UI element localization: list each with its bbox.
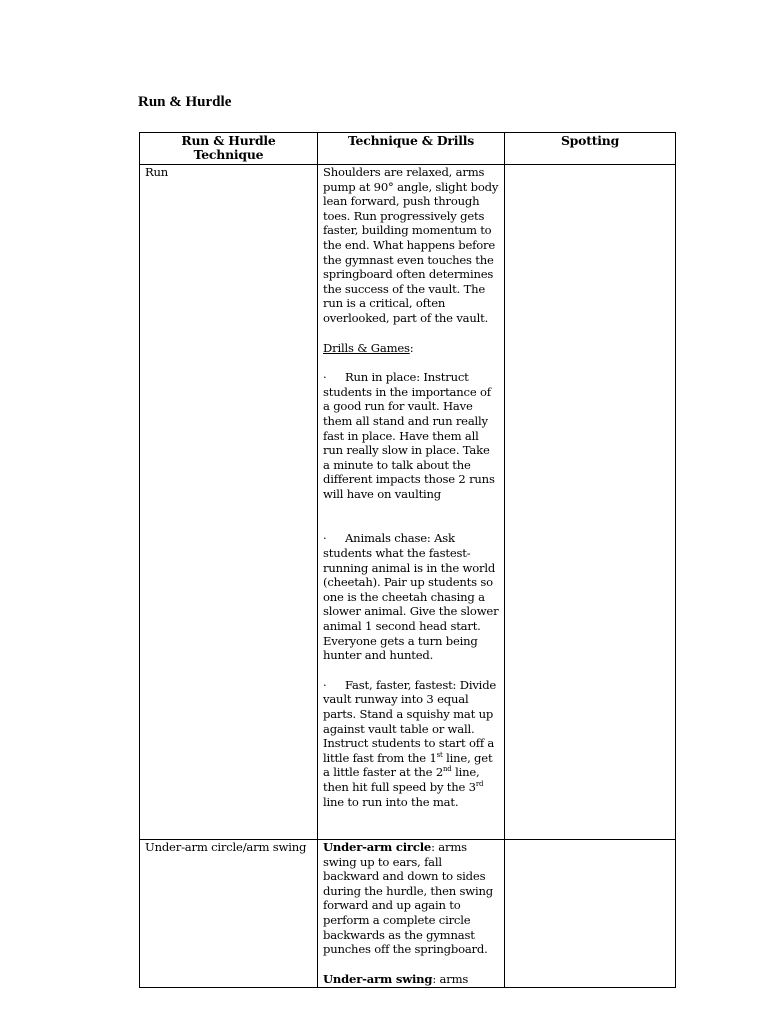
table-row [140,840,676,988]
run-hurdle-table [139,132,676,988]
header-spotting: Spotting [505,133,676,165]
header-drills: Technique & Drills [318,133,505,165]
drill-fast-faster-fastest: · Fast, faster, fastest: Divide vault runway into 3 equal parts. Stand a squishy mat up against vault table or wall. Instruct students to start off a little fast from the 1st line, get a little faster at the 2nd line, then hit full speed by the 3rd line to run into the mat. [323,677,497,809]
bullet-icon: · [323,370,327,385]
run-drills-cell [318,165,505,840]
drill-run-in-place: · Run in place: Instruct students in the importance of a good run for vault. Have them all stand and run really fast in place. Have them all run really slow in place. Take a minute to talk about the different impacts those 2 runs will have on vaulting [323,370,495,501]
run-spotting-cell [505,165,676,840]
under-arm-swing: Under-arm swing: arms [323,971,469,986]
arm-swing-drills-cell [318,840,505,988]
table-header-row [140,133,676,165]
bullet-icon: · [323,677,327,692]
under-arm-circle: Under-arm circle: arms swing up to ears, fall backward and down to sides during the hurdle, then swing forward and up again to perform a complete circle backwards as the gymnast punches off the springboard. [323,840,494,957]
drill-animals-chase: · Animals chase: Ask students what the fastest-running animal is in the world (cheetah). Pair up students so one is the cheetah chasing a slower animal. Give the slower animal 1 second head start. Everyone gets a turn being hunter and hunted. [323,531,499,663]
bullet-icon: · [323,531,327,546]
drills-heading: Drills & Games: [323,340,414,355]
page-title: Run & Hurdle [138,94,232,110]
row-label-run: Run [140,165,318,840]
table-row [140,165,676,840]
row-label-arm-swing: Under-arm circle/arm swing [140,840,318,988]
arm-swing-spotting-cell [505,840,676,988]
header-technique: Run & Hurdle Technique [140,133,318,165]
run-intro: Shoulders are relaxed, arms pump at 90° angle, slight body lean forward, push through toes. Run progressively gets faster, building momentum to the end. What happens before the gymnast even touches the springboard often determines the success of the vault. The run is a critical, often overlooked, part of the vault. [323,165,499,325]
